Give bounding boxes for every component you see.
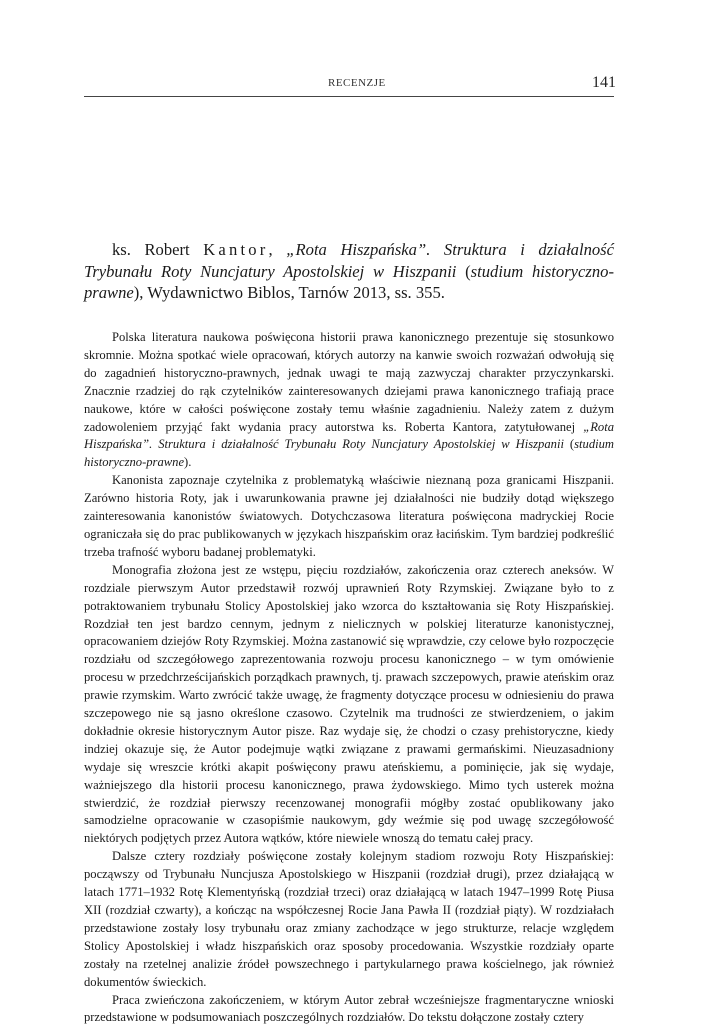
paragraph-1-text-c: ). xyxy=(184,455,192,470)
paragraph-1-book-subtitle: studium historyczno-prawne xyxy=(84,437,615,470)
page-number: 141 xyxy=(592,74,616,91)
paragraph-1 xyxy=(84,329,614,472)
paragraph-1-text-b: ( xyxy=(563,437,575,452)
heading-comma: , xyxy=(268,240,287,259)
header-rule xyxy=(84,96,614,97)
author-surname: Kantor xyxy=(203,240,269,259)
author-prefix: ks. Robert xyxy=(112,240,204,259)
paragraph-2: Kanonista zapoznaje czytelnika z problematyką właściwie nieznaną poza granicami Hiszpanii. Zarówno historia Roty, jak i uwarunkowania prawne jej działalności nie budziły dotąd większego zainteresowania kanonistów światowych. Dotychczasowa literatura poświęcona madryckiej Rocie ograniczała się do prac publikowanych w językach hiszpańskim oraz łacińskim. Tym bardziej podkreślić trzeba trafność wyboru badanej problematyki. xyxy=(84,473,614,559)
running-head: RECENZJE xyxy=(328,77,386,89)
paragraph-1-text-a: Polska literatura naukowa poświęcona historii prawa kanonicznego prezentuje się stosunkowo skromnie. Można spotkać wiele opracowań, których autorzy na kanwie swoich rozważań odwołują się do zagadnień historyczno-prawnych, jednak uwagi te mają zazwyczaj charakter przyczynkarski. Znacznie rzadziej do rąk czytelników zainteresowanych dziejami prawa kanonicznego trafiają prace naukowe, które w całości poświęcone zostały temu właśnie zagadnieniu. Należy zatem z dużym zadowoleniem przyjąć fakt wydania pracy autorstwa ks. Roberta Kantora, zatytułowanej xyxy=(84,330,614,434)
paragraph-3: Monografia złożona jest ze wstępu, pięciu rozdziałów, zakończenia oraz czterech aneksów. W rozdziale pierwszym Autor przedstawił rozwój uprawnień Roty Rzymskiej. Związane było to z potraktowaniem trybunału Stolicy Apostolskiej jako wzorca do kształtowania się Roty Hiszpańskiej. Rozdział ten jest bardzo cennym, jednym z nielicznych w polskiej literaturze kanonistycznej, opracowaniem dziejów Roty Rzymskiej. Można zastanowić się wprawdzie, czy celowe było rozpoczęcie rozdziału od szczegółowego zaprezentowania rozwoju procesu kanonicznego – w tym omówienie procesu w przedchrześcijańskich porządkach prawnych, tj. prawach szczepowych, prawie ateńskim oraz prawie rzymskim. Warto zwrócić także uwagę, że fragmenty dotyczące procesu w odniesieniu do prawa szczepowego nie są jasno określone czasowo. Czytelnik ma trudności ze stwierdzeniem, o jakim dokładnie okresie historycznym Autor pisze. Raz wydaje się, że chodzi o czasy prehistoryczne, kiedy indziej okazuje się, że Autor podejmuje wątki związane z prawami germańskimi. Nieuzasadniony wydaje się wreszcie krótki akapit poświęcony prawu ateńskiemu, a pominięcie, jak się wydaje, ważniejszego dla historii procesu kanonicznego, prawa żydowskiego. Mimo tych usterek można stwierdzić, że rozdział pierwszy recenzowanej monografii mógłby zostać opublikowany jako samodzielne opracowanie w czasopiśmie naukowym, gdy weźmie się pod uwagę szczegółowość niektórych podjętych przez Autora wątków, które niewiele wnoszą do tematu całej pracy. xyxy=(84,562,614,846)
paragraph-4: Dalsze cztery rozdziały poświęcone zostały kolejnym stadiom rozwoju Roty Hiszpańskiej: począwszy od Trybunału Nuncjusza Apostolskiego w Hiszpanii (rozdział drugi), przez działającą w latach 1771–1932 Rotę Klementyńską (rozdział trzeci) oraz działającą w latach 1947–1999 Rotę Piusa XII (rozdział czwarty), a kończąc na współczesnej Rocie Jana Pawła II (rozdział piąty). W rozdziałach przedstawione zostały losy trybunału oraz zmiany zachodzące w jego strukturze, relacje względem Stolicy Apostolskiej i władz hiszpańskich oraz sposoby procedowania. Wszystkie rozdziały oparte zostały na rzetelnej analizie źródeł powszechnego i partykularnego prawa kościelnego, jak również dokumentów świeckich. xyxy=(84,849,614,989)
review-heading xyxy=(84,239,614,304)
paren-open: ( xyxy=(456,261,471,281)
paragraph-1-book-title: „Rota Hiszpańska”. Struktura i działalność Trybunału Roty Nuncjatury Apostolskiej w Hiszpanii xyxy=(84,419,614,452)
book-title: „Rota Hiszpańska”. Struktura i działalność Trybunału Roty Nuncjatury Apostolskiej w Hiszpanii xyxy=(84,240,615,281)
publication-info: ), Wydawnictwo Biblos, Tarnów 2013, ss. 355. xyxy=(133,283,445,302)
paragraph-5: Praca zwieńczona zakończeniem, w którym Autor zebrał wcześniejsze fragmentaryczne wnioski przedstawione w podsumowaniach poszczególnych rozdziałów. Do tekstu dołączone zostały cztery xyxy=(84,992,614,1025)
book-subtitle: studium historyczno-prawne xyxy=(84,261,614,302)
review-body xyxy=(84,329,614,1027)
